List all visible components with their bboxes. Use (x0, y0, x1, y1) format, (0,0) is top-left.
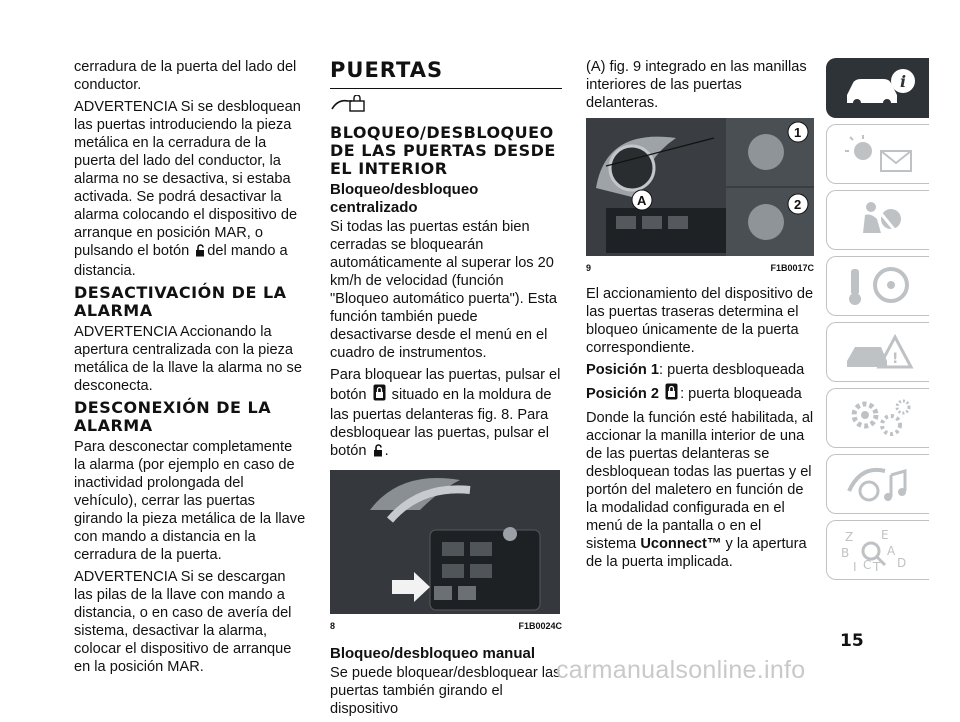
car-info-icon (841, 65, 921, 111)
svg-text:!: ! (892, 351, 899, 367)
index-letter: C (863, 558, 872, 572)
tab-multimedia[interactable] (826, 454, 929, 514)
paragraph (330, 366, 562, 462)
tab-index[interactable] (826, 520, 929, 580)
lock-button-icon (665, 383, 678, 405)
chapter-title: PUERTAS (330, 58, 444, 82)
divider (330, 88, 562, 89)
text: Donde la función esté habilitada, al accionar la manilla interior de una de las puertas delanteras se desbloquean todas las puertas y el portón del maletero en función de la modalidad configurada en el menú de la pantalla o en el sistema (586, 410, 814, 552)
paragraph: ADVERTENCIA Accionando la apertura centralizada con la pieza metálica de la llave la alarma no se desconecta. (74, 324, 302, 394)
paragraph: cerradura de la puerta del lado del conductor. (74, 59, 297, 93)
index-letters-icon (841, 527, 921, 573)
text: y la apertura de la puerta implicada. (586, 536, 807, 570)
lock-button-icon (373, 384, 386, 406)
subheading: Bloqueo/desbloqueo centralizado (330, 181, 479, 216)
tab-starting-driving[interactable] (826, 256, 929, 316)
paragraph (586, 383, 814, 405)
figure-code: F1B0024C (518, 621, 562, 631)
door-switch-panel-illustration (330, 470, 560, 614)
unlock-button-icon (373, 444, 383, 462)
paragraph: ADVERTENCIA Si se descargan las pilas de la llave con mando a distancia, o en caso de avería del sistema, desactivar la alarma, colocar el dispositivo de arranque en la posición MAR. (74, 569, 292, 675)
label: Posición 2 (586, 386, 659, 402)
figure-number: 9 (586, 263, 592, 273)
multimedia-icon (841, 461, 921, 507)
page-number: 15 (840, 631, 864, 651)
door-handle-illustration (586, 118, 814, 256)
index-letter: B (841, 546, 850, 560)
index-letter: T (873, 560, 881, 573)
tab-warning-lights[interactable] (826, 124, 929, 184)
tab-maintenance[interactable] (826, 388, 929, 448)
section-heading: DESCONEXIÓN DE LA ALARMA (74, 398, 272, 435)
index-letter: A (887, 544, 896, 558)
figure-number: 8 (330, 621, 336, 631)
callout-label: 1 (794, 125, 802, 140)
figure-caption (586, 259, 814, 277)
maintenance-gears-icon (841, 395, 921, 441)
figure-caption (330, 617, 562, 635)
brand-name: Uconnect™ (640, 536, 722, 552)
index-letter: D (897, 556, 907, 570)
index-letter: I (853, 560, 857, 573)
subheading: Bloqueo/desbloqueo manual (330, 645, 536, 662)
column-1 (74, 58, 306, 680)
text: Para bloquear las puertas, pulsar el botón (330, 367, 561, 403)
label: Posición 1 (586, 362, 659, 378)
paragraph: Si todas las puertas están bien cerradas se bloquearán automáticamente al superar los 20 km/h de velocidad (función "Bloqueo automático puerta"). Esta función también puede desactivarse desde el menú en el cuadro de instrumentos. (330, 219, 557, 361)
paragraph: Se puede bloquear/desbloquear las puertas también girando el dispositivo (330, 665, 561, 717)
figure-9-door-handle (586, 118, 814, 256)
column-3 (586, 58, 814, 575)
tab-car-info[interactable] (826, 58, 929, 118)
text: : puerta desbloqueada (659, 362, 805, 378)
tab-emergency[interactable] (826, 322, 929, 382)
steering-key-icon (841, 263, 921, 309)
unlock-button-icon (195, 244, 205, 262)
door-lock-icon (330, 95, 562, 120)
text: del mando a distancia. (74, 243, 288, 279)
emergency-icon (841, 329, 921, 375)
warning-lights-icon (841, 131, 921, 177)
watermark: carmanualsonline.info (556, 656, 806, 684)
text: : puerta bloqueada (680, 386, 802, 402)
index-letter: E (881, 528, 889, 542)
section-heading: DESACTIVACIÓN DE LA ALARMA (74, 283, 287, 320)
figure-8-door-panel (330, 470, 560, 614)
tab-safety[interactable] (826, 190, 929, 250)
paragraph (74, 98, 306, 280)
callout-label: 2 (794, 197, 802, 212)
paragraph: El accionamiento del dispositivo de las puertas traseras determina el bloqueo únicamente de la puerta correspondiente. (586, 286, 814, 356)
svg-text:i: i (900, 72, 907, 91)
paragraph: Para desconectar completamente la alarma (por ejemplo en caso de inactividad prolongada del vehículo), cerrar las puertas girando la pieza metálica de la llave con mando a distancia en la cerradura de la puerta. (74, 439, 306, 563)
airbag-safety-icon (841, 197, 921, 243)
paragraph: (A) fig. 9 integrado en las manillas interiores de las puertas delanteras. (586, 59, 807, 111)
text: . (384, 443, 389, 459)
chapter-sidebar (826, 58, 928, 586)
section-heading: BLOQUEO/DESBLOQUEO DE LAS PUERTAS DESDE EL INTERIOR (330, 123, 556, 178)
text: ADVERTENCIA Si se desbloquean las puertas introduciendo la pieza metálica en la cerradura de la puerta del lado del conductor, la alarma no se desactiva, si estaba activada. Se podrá desactivar la alarma colocando el dispositivo de arranque en posición MAR, o pulsando el botón (74, 99, 301, 259)
paragraph (586, 361, 814, 379)
figure-code: F1B0017C (770, 263, 814, 273)
index-letter: Z (845, 530, 854, 544)
column-2 (330, 58, 562, 722)
callout-label: A (637, 193, 647, 208)
text: situado en la moldura de las puertas delanteras fig. 8. Para desbloquear las puertas, pulsar el botón (330, 387, 552, 459)
paragraph (586, 409, 814, 571)
